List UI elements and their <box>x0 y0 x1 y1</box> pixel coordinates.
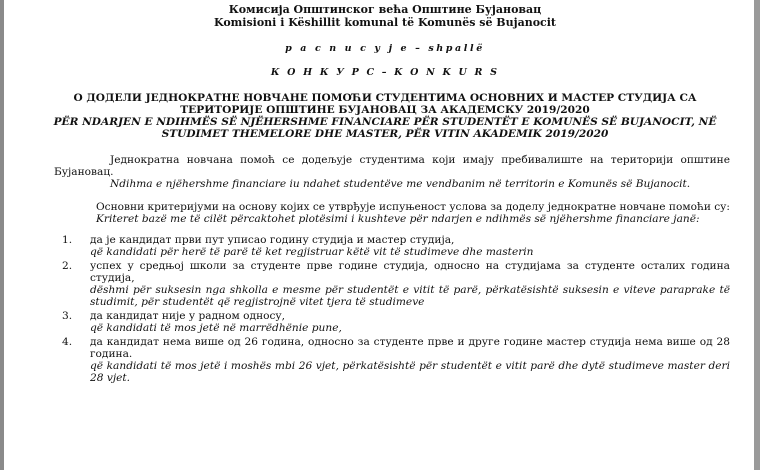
criteria-number: 1. <box>62 234 73 246</box>
criteria-serbian: да је кандидат први пут уписао годину студија и мастер студија, <box>90 234 455 246</box>
notice-type: р а с п и с у ј е – shpallë <box>285 43 485 54</box>
criteria-item <box>40 234 730 258</box>
criteria-item <box>40 336 730 384</box>
header-serbian: Комисија Општинског већа Општине Бујановац <box>228 3 542 16</box>
right-page-edge <box>754 0 760 470</box>
criteria-number: 4. <box>62 336 73 348</box>
title-albanian: PËR NDARJEN E NDIHMËS SË NJËHERSHME FINANCIARE PËR STUDENTËT E KOMUNËS SË BUJANOCIT, NË STUDIMET THEMELORE DHE MASTER, PËR VITIN AKADEMIK 2019/2020 <box>53 116 717 140</box>
criteria-number: 2. <box>62 260 73 272</box>
document-page <box>40 0 730 386</box>
criteria-item <box>40 260 730 308</box>
criteria-list <box>40 234 730 384</box>
criteria-number: 3. <box>62 310 73 322</box>
criteria-serbian: да кандидат нема више од 26 година, односно за студенте прве и друге године мастер студија нема више од 28 година. <box>90 336 730 360</box>
criteria-item <box>40 310 730 334</box>
criteria-albanian: që kandidati të mos jetë i moshës mbi 26 vjet, përkatësishtë për studentët e vitit parë dhe dytë studimeve master deri 28 vjet. <box>90 360 730 384</box>
criteria-intro-serbian: Основни критеријуми на основу којих се утврђује испуњеност услова за доделу једнократне новчане помоћи су: <box>96 201 730 213</box>
criteria-albanian: që kandidati të mos jetë në marrëdhënie pune, <box>90 322 342 334</box>
criteria-serbian: да кандидат није у радном односу, <box>90 310 286 322</box>
intro-albanian: Ndihma e njëhershme financiare iu ndahet studentëve me vendbanim në territorin e Komunës së Bujanocit. <box>110 178 691 190</box>
intro-serbian: Једнократна новчана помоћ се додељује студентима који имају пребивалиште на територији општине Бујановац. <box>54 154 730 178</box>
competition-heading: К О Н К У Р С – K O N K U R S <box>270 67 500 78</box>
criteria-albanian: dëshmi për suksesin nga shkolla e mesme për studentët e vitit të parë, përkatësishtë suksesin e viteve paraprake të studimit, për studentët që regjistrojnë vitet tjera të studimeve <box>90 284 730 308</box>
left-page-edge <box>0 0 4 470</box>
criteria-intro-albanian: Kriteret bazë me të cilët përcaktohet plotësimi i kushteve për ndarjen e ndihmës së njëhershme financiare janë: <box>96 213 700 225</box>
header-albanian: Komisioni i Këshillit komunal të Komunës së Bujanocit <box>214 16 556 29</box>
criteria-serbian: успех у средњој школи за студенте прве године студија, односно на студијама за студенте осталих година студија, <box>90 260 730 284</box>
criteria-albanian: që kandidati për herë të parë të ket regjistruar këtë vit të studimeve dhe masterin <box>90 246 534 258</box>
title-serbian: О ДОДЕЛИ ЈЕДНОКРАТНЕ НОВЧАНЕ ПОМОЋИ СТУДЕНТИМА ОСНОВНИХ И МАСТЕР СТУДИЈА СА ТЕРИТОРИЈЕ ОПШТИНЕ БУЈАНОВАЦ ЗА АКАДЕМСКУ 2019/2020 <box>73 92 697 116</box>
